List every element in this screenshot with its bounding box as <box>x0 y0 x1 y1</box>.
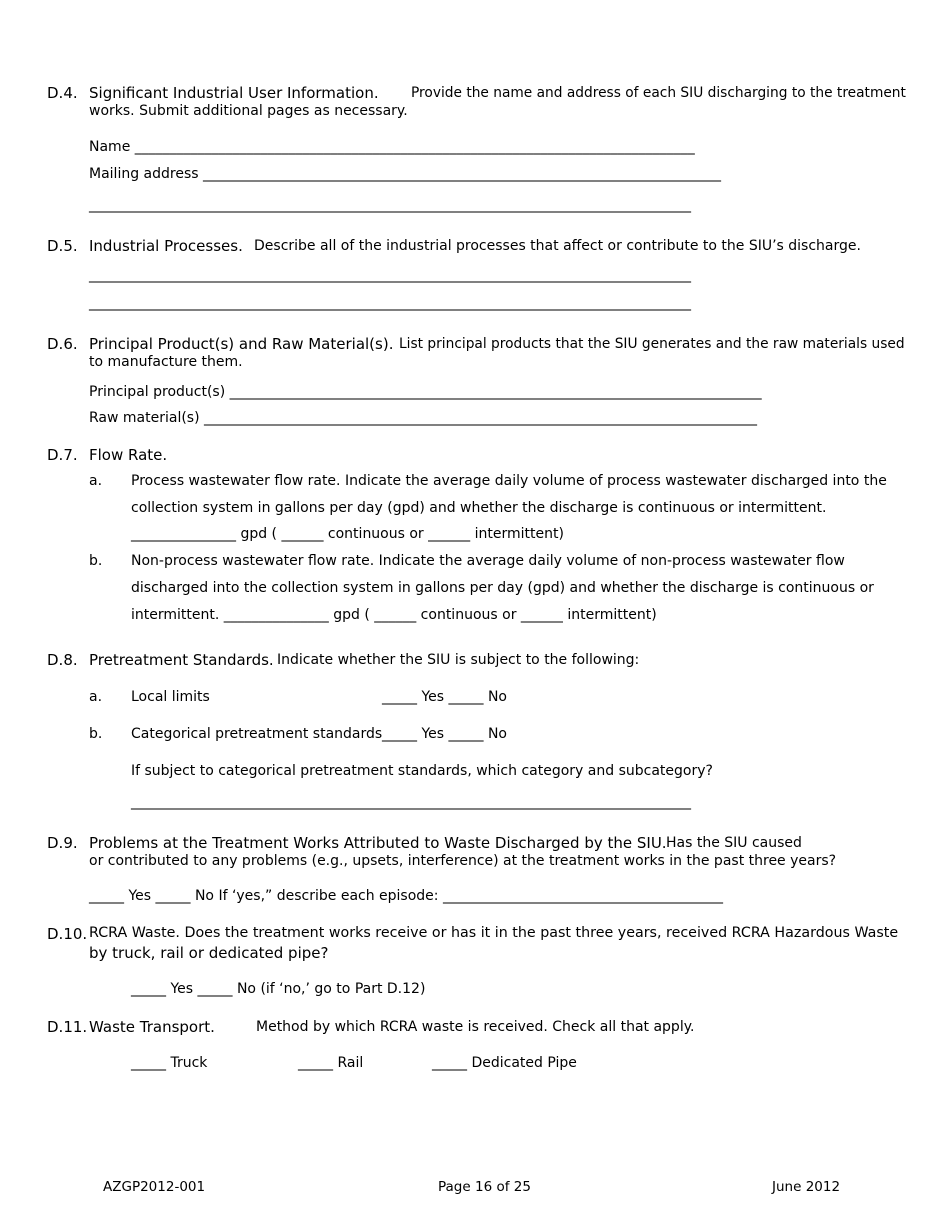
d8-item-b-label: b. <box>89 726 103 742</box>
d4-title: Significant Industrial User Information. <box>89 84 379 102</box>
d9-number: D.9. <box>47 834 78 852</box>
d10-number: D.10. <box>47 925 88 943</box>
d7-item-a-text-cont: collection system in gallons per day (gpd) and whether the discharge is continuous or intermittent. <box>131 500 827 516</box>
d7-item-a-text: Process wastewater flow rate. Indicate the average daily volume of process wastewater discharged into the <box>131 473 887 489</box>
d6-description: List principal products that the SIU generates and the raw materials used <box>399 336 905 352</box>
d8-number: D.8. <box>47 651 78 669</box>
d6-description-cont: to manufacture them. <box>89 354 243 370</box>
d10-answer-field[interactable]: _____ Yes _____ No (if ‘no,’ go to Part D.12) <box>131 981 426 997</box>
d11-pipe-option[interactable]: _____ Dedicated Pipe <box>432 1055 577 1071</box>
d7-number: D.7. <box>47 446 78 464</box>
d7-process-flow-field[interactable]: _______________ gpd ( ______ continuous or ______ intermittent) <box>131 526 564 542</box>
d10-question: RCRA Waste. Does the treatment works receive or has it in the past three years, received RCRA Hazardous Waste <box>89 925 899 941</box>
footer-date: June 2012 <box>772 1179 841 1195</box>
d4-number: D.4. <box>47 84 78 102</box>
d4-address-line-2[interactable]: ______________________________________________________________________________________ <box>89 197 691 213</box>
d10-question-cont: by truck, rail or dedicated pipe? <box>89 944 329 962</box>
d8-categorical-label: Categorical pretreatment standards <box>131 726 383 742</box>
d5-answer-line-1[interactable]: ______________________________________________________________________________________ <box>89 267 691 283</box>
d11-title: Waste Transport. <box>89 1018 215 1036</box>
footer-page-number: Page 16 of 25 <box>438 1179 531 1195</box>
d6-raw-materials-field[interactable]: Raw material(s) _______________________________________________________________________________ <box>89 410 758 426</box>
d7-item-b-text-cont: discharged into the collection system in gallons per day (gpd) and whether the discharge is continuous or <box>131 580 874 596</box>
d5-description: Describe all of the industrial processes that affect or contribute to the SIU’s discharge. <box>254 238 861 254</box>
d8-category-field[interactable]: ________________________________________________________________________________ <box>131 794 691 810</box>
d7-title: Flow Rate. <box>89 446 168 464</box>
d9-description-cont: or contributed to any problems (e.g., upsets, interference) at the treatment works in the past three years? <box>89 853 837 869</box>
footer-form-id: AZGP2012-001 <box>103 1179 206 1195</box>
d5-answer-line-2[interactable]: ______________________________________________________________________________________ <box>89 295 691 311</box>
d8-categorical-choice[interactable]: _____ Yes _____ No <box>382 726 507 742</box>
d7-item-b-label: b. <box>89 553 103 569</box>
d11-rail-option[interactable]: _____ Rail <box>298 1055 364 1071</box>
d6-number: D.6. <box>47 335 78 353</box>
d8-item-a-label: a. <box>89 689 103 705</box>
d11-truck-option[interactable]: _____ Truck <box>131 1055 208 1071</box>
d4-description-cont: works. Submit additional pages as necessary. <box>89 103 408 119</box>
d9-title: Problems at the Treatment Works Attributed to Waste Discharged by the SIU. <box>89 834 667 852</box>
d7-item-a-label: a. <box>89 473 103 489</box>
d8-local-limits-choice[interactable]: _____ Yes _____ No <box>382 689 507 705</box>
d7-nonprocess-flow-field[interactable]: intermittent. _______________ gpd ( ______ continuous or ______ intermittent) <box>131 607 657 623</box>
d8-local-limits-label: Local limits <box>131 689 210 705</box>
d8-category-question: If subject to categorical pretreatment standards, which category and subcategory? <box>131 763 713 779</box>
d7-item-b-text: Non-process wastewater flow rate. Indicate the average daily volume of non-process wastewater flow <box>131 553 845 569</box>
d4-mailing-address-field[interactable]: Mailing address __________________________________________________________________________ <box>89 166 721 182</box>
d9-answer-field[interactable]: _____ Yes _____ No If ‘yes,” describe each episode: ________________________________________ <box>89 888 723 904</box>
d11-description: Method by which RCRA waste is received. Check all that apply. <box>256 1019 695 1035</box>
d4-name-field[interactable]: Name ________________________________________________________________________________ <box>89 139 695 155</box>
d6-principal-products-field[interactable]: Principal product(s) ____________________________________________________________________________ <box>89 384 762 400</box>
d8-title: Pretreatment Standards. <box>89 651 274 669</box>
d4-description: Provide the name and address of each SIU discharging to the treatment <box>411 85 906 101</box>
d9-description: Has the SIU caused <box>666 835 802 851</box>
d11-number: D.11. <box>47 1018 88 1036</box>
d5-number: D.5. <box>47 237 78 255</box>
d6-title: Principal Product(s) and Raw Material(s). <box>89 335 394 353</box>
d8-description: Indicate whether the SIU is subject to the following: <box>277 652 640 668</box>
d5-title: Industrial Processes. <box>89 237 243 255</box>
